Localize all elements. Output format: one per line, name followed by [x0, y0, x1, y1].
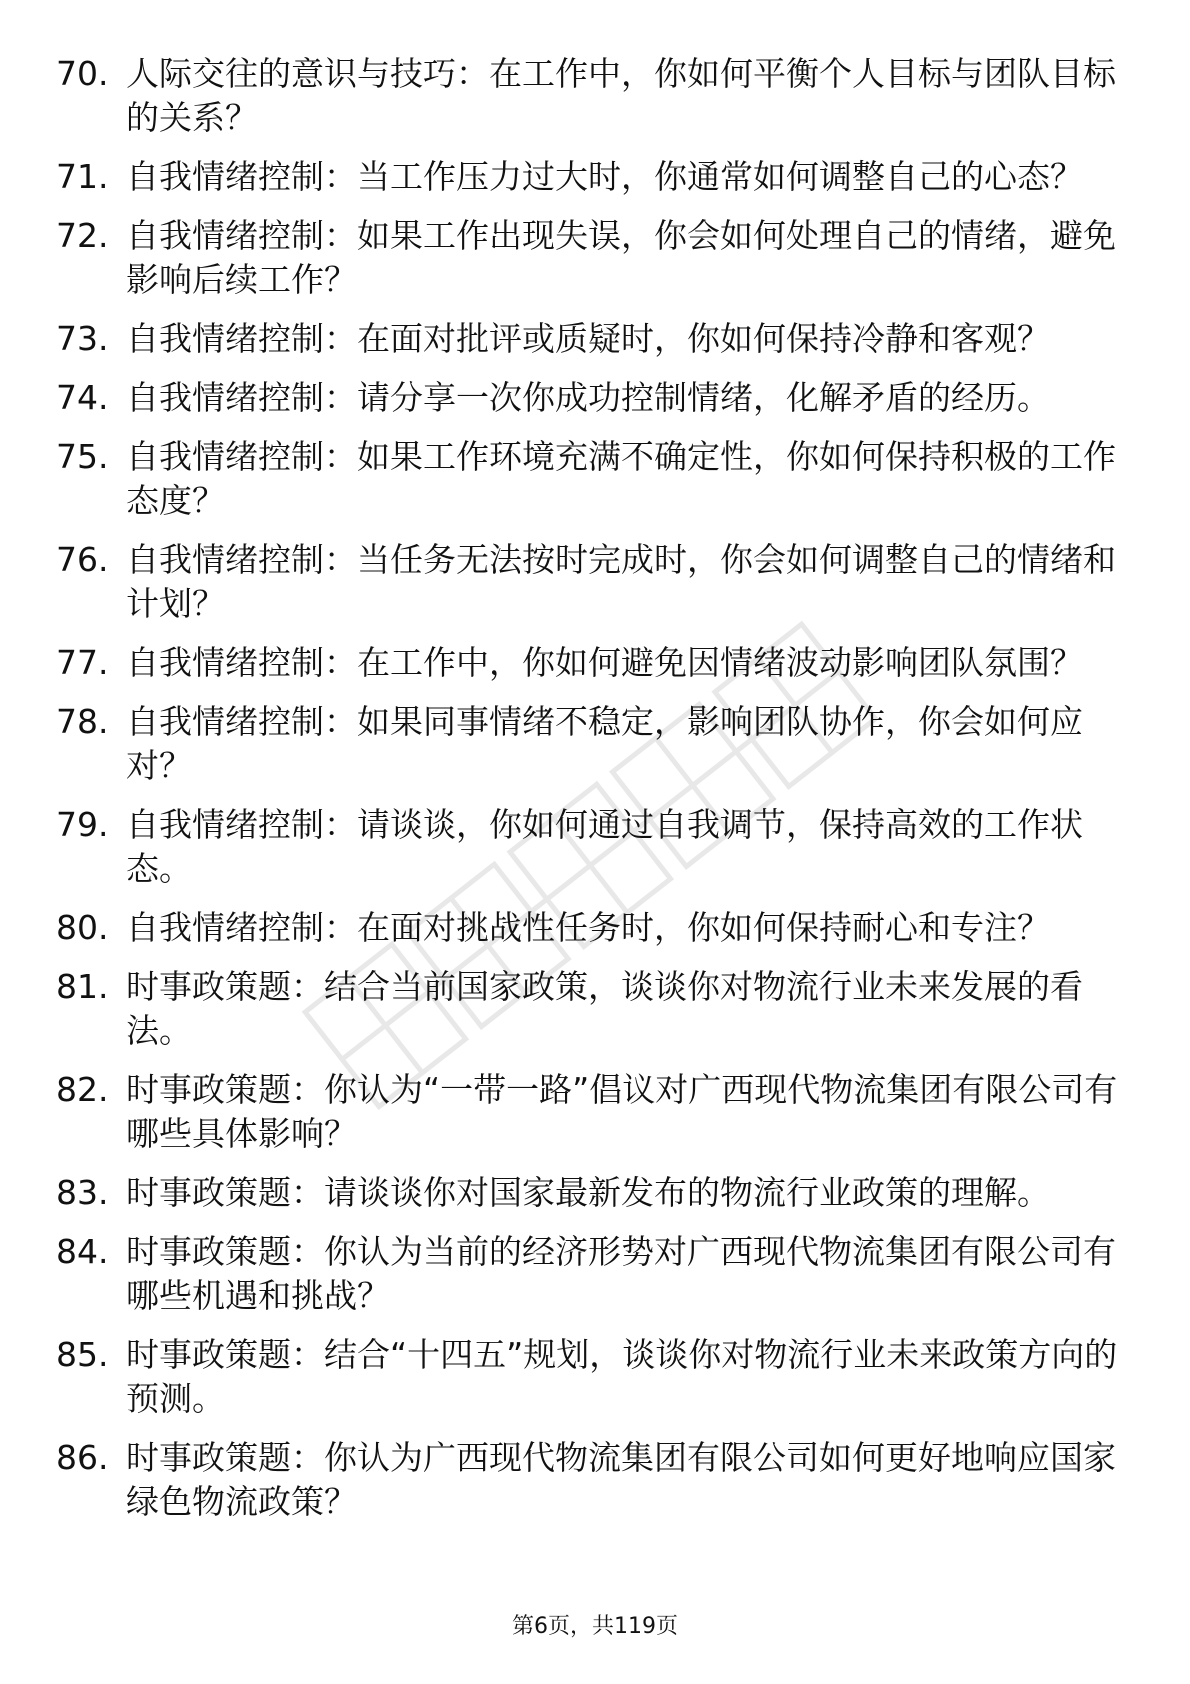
question-text: 自我情绪控制：在工作中，你如何避免因情绪波动影响团队氛围？ [126, 643, 1083, 682]
question-text: 自我情绪控制：如果工作环境充满不确定性，你如何保持积极的工作态度？ [126, 437, 1116, 520]
question-text: 时事政策题：请谈谈你对国家最新发布的物流行业政策的理解。 [126, 1173, 1050, 1212]
question-number: 86. [56, 1438, 109, 1477]
question-item [56, 1068, 1136, 1156]
question-text: 时事政策题：你认为“一带一路”倡议对广西现代物流集团有限公司有哪些具体影响？ [126, 1070, 1118, 1153]
question-number: 70. [56, 54, 109, 93]
question-text: 自我情绪控制：在面对批评或质疑时，你如何保持冷静和客观？ [126, 319, 1050, 358]
question-number: 75. [56, 437, 109, 476]
page-footer [0, 1612, 1190, 1642]
question-text: 时事政策题：结合“十四五”规划，谈谈你对物流行业未来政策方向的预测。 [126, 1335, 1118, 1418]
question-text: 时事政策题：结合当前国家政策，谈谈你对物流行业未来发展的看法。 [126, 967, 1083, 1050]
question-item [56, 641, 1136, 685]
question-item [56, 906, 1136, 950]
question-number: 72. [56, 216, 109, 255]
question-text: 自我情绪控制：请谈谈，你如何通过自我调节，保持高效的工作状态。 [126, 805, 1083, 888]
question-item [56, 965, 1136, 1053]
question-text: 自我情绪控制：当任务无法按时完成时，你会如何调整自己的情绪和计划？ [126, 540, 1116, 623]
question-number: 84. [56, 1232, 109, 1271]
question-number: 80. [56, 908, 109, 947]
question-item [56, 1230, 1136, 1318]
question-number: 76. [56, 540, 109, 579]
question-item [56, 803, 1136, 891]
question-number: 85. [56, 1335, 109, 1374]
question-item [56, 1171, 1136, 1215]
question-text: 自我情绪控制：请分享一次你成功控制情绪，化解矛盾的经历。 [126, 378, 1050, 417]
question-number: 77. [56, 643, 109, 682]
question-number: 82. [56, 1070, 109, 1109]
page-number-label: 第6页，共119页 [512, 1614, 678, 1639]
question-number: 71. [56, 157, 109, 196]
question-item [56, 1333, 1136, 1421]
question-list [56, 52, 1136, 1539]
question-text: 时事政策题：你认为广西现代物流集团有限公司如何更好地响应国家绿色物流政策？ [126, 1438, 1116, 1521]
question-text: 自我情绪控制：当工作压力过大时，你通常如何调整自己的心态？ [126, 157, 1083, 196]
question-number: 73. [56, 319, 109, 358]
question-item [56, 1436, 1136, 1524]
question-number: 74. [56, 378, 109, 417]
question-item [56, 435, 1136, 523]
question-number: 81. [56, 967, 109, 1006]
question-text: 自我情绪控制：如果工作出现失误，你会如何处理自己的情绪，避免影响后续工作？ [126, 216, 1116, 299]
question-item [56, 155, 1136, 199]
question-text: 人际交往的意识与技巧：在工作中，你如何平衡个人目标与团队目标的关系？ [126, 54, 1116, 137]
question-number: 83. [56, 1173, 109, 1212]
question-item [56, 214, 1136, 302]
question-item [56, 700, 1136, 788]
question-item [56, 52, 1136, 140]
question-text: 自我情绪控制：在面对挑战性任务时，你如何保持耐心和专注？ [126, 908, 1050, 947]
question-text: 自我情绪控制：如果同事情绪不稳定，影响团队协作，你会如何应对？ [126, 702, 1083, 785]
question-number: 79. [56, 805, 109, 844]
question-text: 时事政策题：你认为当前的经济形势对广西现代物流集团有限公司有哪些机遇和挑战？ [126, 1232, 1116, 1315]
question-number: 78. [56, 702, 109, 741]
question-item [56, 317, 1136, 361]
question-item [56, 538, 1136, 626]
question-item [56, 376, 1136, 420]
